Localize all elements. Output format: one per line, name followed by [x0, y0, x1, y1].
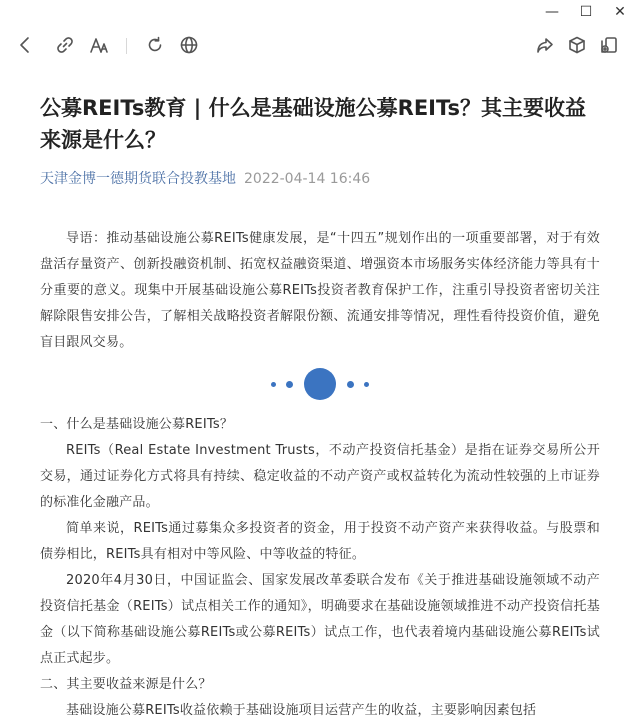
- divider-dot: [304, 368, 336, 400]
- section-heading: 二、其主要收益来源是什么？: [40, 677, 212, 692]
- article-body: [40, 226, 600, 724]
- divider-dot: [347, 381, 354, 388]
- divider-dot: [286, 381, 293, 388]
- cube-icon[interactable]: [564, 32, 590, 58]
- minimize-button[interactable]: —: [545, 4, 559, 20]
- share-icon[interactable]: [532, 32, 558, 58]
- maximize-button[interactable]: ☐: [579, 4, 593, 20]
- globe-icon[interactable]: [176, 32, 202, 58]
- intro-paragraph: 导语：推动基础设施公募REITs健康发展，是“十四五”规划作出的一项重要部署，对于有效盘活存量资产、创新投融资机制、拓宽权益融资渠道、增强资本市场服务实体经济能力等具有十分重要的意义。现集中开展基础设施公募REITs投资者教育保护工作，注重引导投资者密切关注解除限售安排公告，了解相关战略投资者解限份额、流通安排等情况，理性看待投资价值，避免盲目跟风交易。: [40, 231, 600, 350]
- divider-dot: [271, 382, 276, 387]
- article-date: 2022-04-14 16:46: [244, 171, 371, 187]
- window-controls: [535, 0, 637, 24]
- body-paragraph: 简单来说，REITs通过募集众多投资者的资金，用于投资不动产资产来获得收益。与股票和债券相比，REITs具有相对中等风险、中等收益的特征。: [40, 521, 600, 562]
- article-title: 公募REITs教育 | 什么是基础设施公募REITs？其主要收益来源是什么？: [40, 96, 587, 152]
- toolbar-separator: [126, 38, 127, 54]
- reader-toolbar: [0, 28, 637, 62]
- section-heading: 一、什么是基础设施公募REITs？: [40, 417, 234, 432]
- body-paragraph: 2020年4月30日，中国证监会、国家发展改革委联合发布《关于推进基础设施领域不动产投资信托基金（REITs）试点相关工作的通知》，明确要求在基础设施领域推进不动产投资信托基金（以下简称基础设施公募REITs或公募REITs）试点工作，也代表着境内基础设施公募REITs试点正式起步。: [40, 573, 600, 666]
- font-size-icon[interactable]: [86, 32, 112, 58]
- link-icon[interactable]: [52, 32, 78, 58]
- section-divider: [40, 358, 600, 410]
- add-window-icon[interactable]: [596, 32, 622, 58]
- article-author[interactable]: 天津金博一德期货联合投教基地: [40, 171, 236, 187]
- article-meta: [40, 170, 600, 188]
- article: [40, 92, 600, 724]
- back-icon[interactable]: [12, 32, 38, 58]
- close-button[interactable]: ✕: [614, 4, 626, 20]
- body-paragraph: REITs（Real Estate Investment Trusts，不动产投资信托基金）是指在证券交易所公开交易，通过证券化方式将具有持续、稳定收益的不动产资产或权益转化为流动性较强的上市证券的标准化金融产品。: [40, 443, 600, 510]
- divider-dot: [364, 382, 369, 387]
- refresh-icon[interactable]: [142, 32, 168, 58]
- body-paragraph: 基础设施公募REITs收益依赖于基础设施项目运营产生的收益，主要影响因素包括: [66, 703, 537, 718]
